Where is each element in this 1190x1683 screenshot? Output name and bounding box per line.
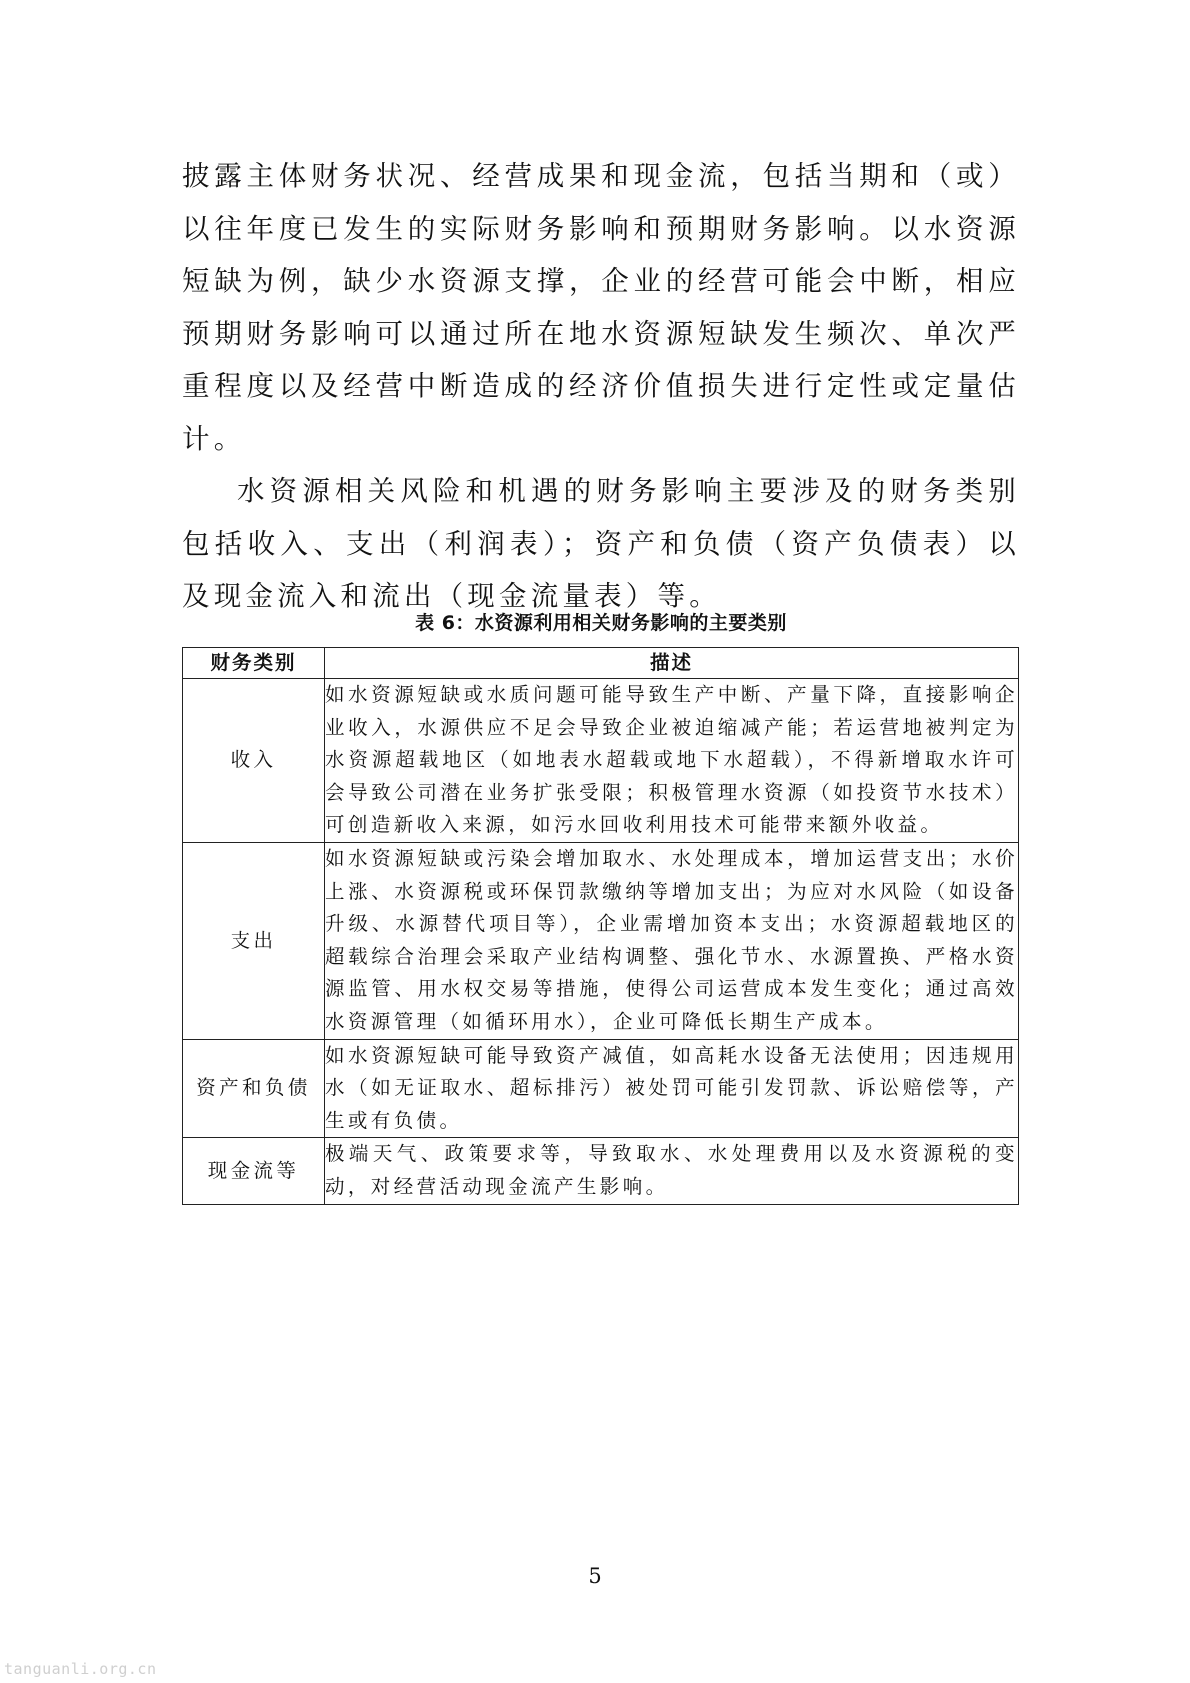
paragraph-financial-categories: 水资源相关风险和机遇的财务影响主要涉及的财务类别包括收入、支出（利润表）；资产和负债（资产负债表）以及现金流入和流出（现金流量表）等。 (182, 475, 1020, 612)
table-row (183, 842, 1019, 1039)
row-description: 如水资源短缺或污染会增加取水、水处理成本，增加运营支出；水价上涨、水资源税或环保罚款缴纳等增加支出；为应对水风险（如设备升级、水源替代项目等），企业需增加资本支出；水资源超载地区的超载综合治理会采取产业结构调整、强化节水、水源置换、严格水资源监管、用水权交易等措施，使得公司运营成本发生变化；通过高效水资源管理（如循环用水），企业可降低长期生产成本。 (325, 842, 1019, 1039)
header-category: 财务类别 (183, 648, 325, 679)
row-category: 支出 (183, 842, 325, 1039)
row-description: 极端天气、政策要求等，导致取水、水处理费用以及水资源税的变动，对经营活动现金流产生影响。 (325, 1138, 1019, 1204)
body-text (182, 150, 1020, 623)
page-number: 5 (588, 1564, 602, 1588)
table-row (183, 1039, 1019, 1138)
row-category: 资产和负债 (183, 1039, 325, 1138)
row-category: 现金流等 (183, 1138, 325, 1204)
row-description: 如水资源短缺可能导致资产减值，如高耗水设备无法使用；因违规用水（如无证取水、超标排污）被处罚可能引发罚款、诉讼赔偿等，产生或有负债。 (325, 1039, 1019, 1138)
row-description: 如水资源短缺或水质问题可能导致生产中断、产量下降，直接影响企业收入，水源供应不足会导致企业被迫缩减产能；若运营地被判定为水资源超载地区（如地表水超载或地下水超载），不得新增取水许可会导致公司潜在业务扩张受限；积极管理水资源（如投资节水技术）可创造新收入来源，如污水回收利用技术可能带来额外收益。 (325, 679, 1019, 843)
financial-impact-table (182, 647, 1019, 1205)
paragraph-financial-impact: 披露主体财务状况、经营成果和现金流，包括当期和（或）以往年度已发生的实际财务影响和预期财务影响。以水资源短缺为例，缺少水资源支撑，企业的经营可能会中断，相应预期财务影响可以通过所在地水资源短缺发生频次、单次严重程度以及经营中断造成的经济价值损失进行定性或定量估计。 (182, 160, 1020, 455)
header-description: 描述 (325, 648, 1019, 679)
table-row (183, 1138, 1019, 1204)
table-header-row (183, 648, 1019, 679)
table-caption: 表 6：水资源利用相关财务影响的主要类别 (415, 612, 787, 634)
row-category: 收入 (183, 679, 325, 843)
watermark: tanguanli.org.cn (4, 1660, 157, 1678)
table-row (183, 679, 1019, 843)
